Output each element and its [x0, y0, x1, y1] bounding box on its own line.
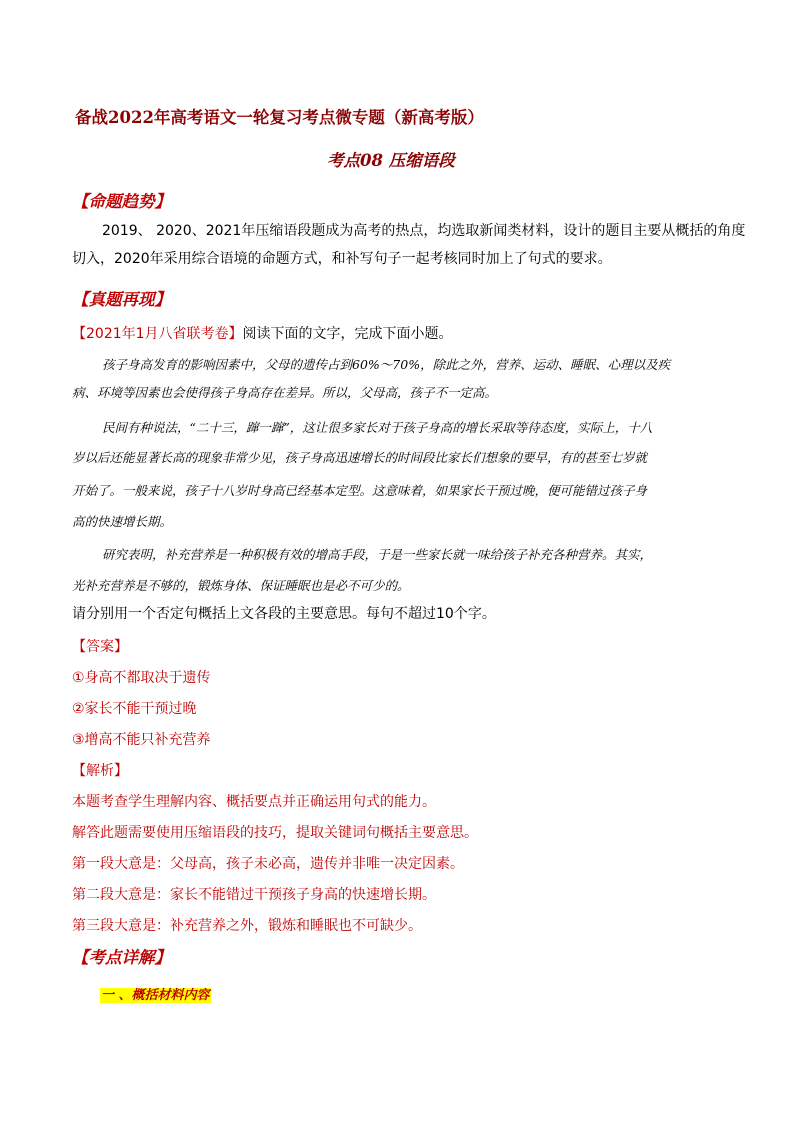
passage-line: 光补充营养是不够的，锻炼身体、保证睡眠也是必不可少的。: [72, 578, 410, 593]
passage-line: 岁以后还能显著长高的现象非常少见，孩子身高迅速增长的时间段比家长们想象的要早，有的甚至七岁就: [72, 450, 648, 465]
analysis-line: 第三段大意是：补充营养之外，锻炼和睡眠也不可缺少。: [72, 918, 422, 934]
passage-line: 孩子身高发育的影响因素中，父母的遗传占到60%～70%，除此之外，营养、运动、睡眠、心理以及疾: [102, 357, 671, 372]
question-source: 【2021年1月八省联考卷】: [72, 326, 243, 342]
passage-line: 民间有种说法，“二十三，蹿一蹿”，这让很多家长对于孩子身高的增长采取等待态度，实际上，十八: [102, 420, 653, 435]
answer-heading: 【答案】: [72, 639, 128, 655]
detail-subheading-text: 一 、概括材料内容: [101, 988, 210, 1003]
trend-line-1: 2019、 2020、2021年压缩语段题成为高考的热点，均选取新闻类材料，设计的题目主要从概括的角度: [102, 223, 746, 239]
analysis-heading: 【解析】: [72, 763, 128, 779]
passage-line: 高的快速增长期。: [72, 514, 173, 529]
question-source-line: [72, 323, 453, 343]
detail-subheading: [100, 984, 211, 1003]
passage-line: 研究表明，补充营养是一种积极有效的增高手段，于是一些家长就一味给孩子补充各种营养。其实，: [102, 547, 653, 562]
analysis-line: 第二段大意是：家长不能错过干预孩子身高的快速增长期。: [72, 887, 436, 903]
analysis-line: 解答此题需要使用压缩语段的技巧，提取关键词句概括主要意思。: [72, 825, 478, 841]
trend-line-2: 切入，2020年采用综合语境的命题方式，和补写句子一起考核同时加上了句式的要求。: [72, 251, 612, 267]
section-heading-real: 【真题再现】: [72, 290, 171, 309]
section-heading-trend: 【命题趋势】: [72, 192, 171, 211]
analysis-line: 第一段大意是：父母高，孩子未必高，遗传并非唯一决定因素。: [72, 856, 464, 872]
question-prompt: 请分别用一个否定句概括上文各段的主要意思。每句不超过10个字。: [72, 606, 496, 622]
question-intro: 阅读下面的文字，完成下面小题。: [242, 326, 453, 342]
topic-title: 考点08 压缩语段: [327, 151, 455, 170]
answer-item: ③增高不能只补充营养: [72, 732, 211, 748]
answer-item: ②家长不能干预过晚: [72, 701, 197, 717]
analysis-line: 本题考查学生理解内容、概括要点并正确运用句式的能力。: [72, 794, 436, 810]
document-title: 备战2022年高考语文一轮复习考点微专题（新高考版）: [75, 108, 484, 127]
passage-line: 病、环境等因素也会使得孩子身高存在差异。所以，父母高，孩子不一定高。: [72, 385, 498, 400]
section-heading-detail: 【考点详解】: [72, 948, 171, 967]
passage-line: 开始了。一般来说，孩子十八岁时身高已经基本定型。这意味着，如果家长干预过晚，便可能错过孩子身: [72, 483, 648, 498]
answer-item: ①身高不都取决于遗传: [72, 670, 211, 686]
